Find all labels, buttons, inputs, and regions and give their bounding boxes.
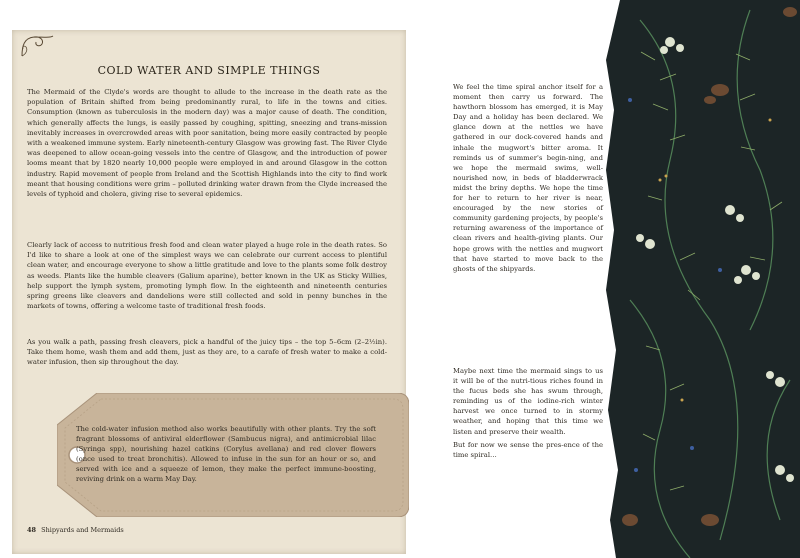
body-paragraph-2: Clearly lack of access to nutritious fresh food and clean water played a huge role in the death rates. So I'd like to share a look at one of the simplest ways we can celebrate our current access to plentiful clean water, and encourage everyone to show a little gratitude and love to the plants some folk destroy as weeds. Plants like the humble cleavers (Galium aparine), better known in the UK as Sticky Willies, help support the lymph system, promoting lymph flow. In the eighteenth and nineteenth centuries spring greens like cleavers and dandelions were still collected and sold in penny bunches in the markets of towns, offering a welcome taste of traditional fresh foods. (27, 241, 387, 311)
tag-text: The cold-water infusion method also works beautifully with other plants. Try the soft fragrant blossoms of antiviral elderflower (Sambucus nigra), and antimicrobial lilac (Syringa spp), nourishing hazel catkins (Corylus avellana) and red clover flowers (once used to treat bronchitis). Allowed to infuse in the sun for an hour or so, and served with ice and a squeeze of lemon, they make the perfect immune-boosting, reviving drink on a warm May Day. (76, 425, 376, 484)
page-footer (27, 526, 124, 534)
right-paragraph-1: We feel the time spiral anchor itself for a moment then carry us forward. The hawthorn blossom has emerged, it is May Day and a holiday has been declared. We glance down at the nettles we have gathered in our dock-covered hands and inhale the mugwort's bitter aroma. It reminds us of summer's begin-ning, and we hope the mermaid swims, well-nourished now, in beds of bladderwrack midst the briny depths. We hope the time for her to return to her river is near, encouraged by the new stories of community gardening projects, by people's returning awareness of the importance of clean rivers and health-giving plants. Our hope grows with the nettles and mugwort that have started to move back to the ghosts of the shipyards. (453, 83, 603, 273)
body-paragraph-3: As you walk a path, passing fresh cleavers, pick a handful of the juicy tips – the top 5–6cm (2–2½in). Take them home, wash them and add them, just as they are, to a carafe of fresh water to make a cold-water infusion, then sip throughout the day. (27, 338, 387, 367)
body-paragraph-1: The Mermaid of the Clyde's words are thought to allude to the increase in the death rate as the population of Britain shifted from being predominantly rural, to life in the towns and cities. Consumption (known as tuberculosis in the modern day) was a major cause of death. The condition, which generally affects the lungs, is easily passed by coughing, spitting, sneezing and trans-mission inevitably increases in overcrowded areas with poor sanitation, being more easily contracted by people with a weakened immune system. Early nineteenth-century Glasgow was growing fast. The River Clyde was deepened to allow ocean-going vessels into the centre of Glasgow, and the introduction of power looms meant that by 1820 nearly 10,000 people were employed in and around Glasgow in the cotton industry. Rapid movement of people from Ireland and the Scottish Highlands into the city to find work meant that housing conditions were grim – polluted drinking water drawn from the Clyde increased the levels of typhoid and cholera, giving rise to several epidemics. (27, 88, 387, 199)
page-number: 48 (27, 526, 37, 534)
running-title: Shipyards and Mermaids (41, 526, 124, 534)
section-heading: COLD WATER AND SIMPLE THINGS (97, 64, 321, 77)
corner-flourish-icon (20, 34, 54, 58)
right-paragraph-3: But for now we sense the pres-ence of the time spiral… (453, 441, 603, 460)
botanical-illustration (600, 0, 800, 558)
right-paragraph-2: Maybe next time the mermaid sings to us it will be of the nutri-tious riches found in the fucus beds she has swum through, reminding us of the iodine-rich winter harvest we once turned to in stormy weather, and hoping that this time we listen and preserve their wealth. (453, 367, 603, 436)
